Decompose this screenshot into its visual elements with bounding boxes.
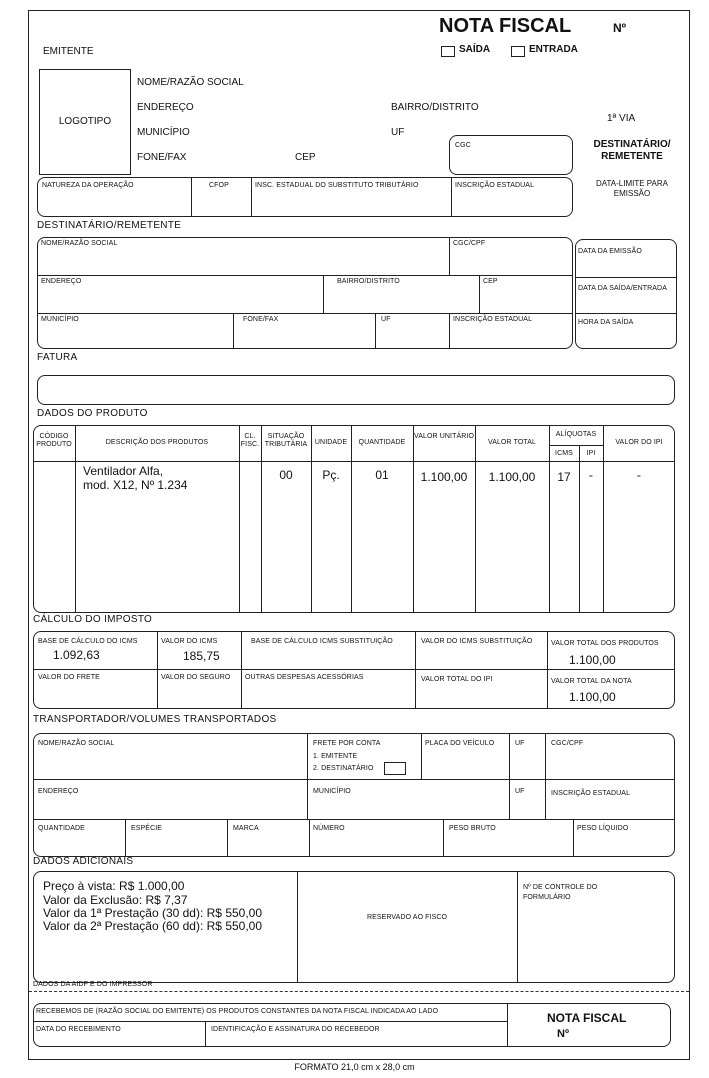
dest-cep-label: CEP	[483, 278, 498, 285]
produto-icms: 17	[557, 470, 571, 484]
especie-label: ESPÉCIE	[131, 825, 163, 832]
hora-saida-label: HORA DA SAÍDA	[578, 319, 634, 326]
numero-label: NÚMERO	[313, 825, 345, 832]
nota-fiscal-form	[28, 10, 690, 1060]
base-subst-label: BASE DE CÁLCULO ICMS SUBSTITUIÇÃO	[251, 638, 393, 645]
cfop-label: CFOP	[209, 182, 229, 189]
dest-nome-label: NOME/RAZÃO SOCIAL	[41, 240, 118, 247]
fatura-section-title: FATURA	[37, 352, 78, 363]
imposto-section-title: CÁLCULO DO IMPOSTO	[33, 614, 153, 625]
peso-bruto-label: PESO BRUTO	[449, 825, 496, 832]
frete-destinatario-label: 2. DESTINATÁRIO	[313, 765, 374, 772]
transportador-section-title: TRANSPORTADOR/VOLUMES TRANSPORTADOS	[33, 714, 277, 725]
transp-insc-label: INSCRIÇÃO ESTADUAL	[551, 790, 631, 797]
produto-descricao-line2: mod. X12, Nº 1.234	[83, 478, 188, 492]
transp-uf2-label: UF	[515, 788, 525, 795]
produto-unidade: Pç.	[322, 468, 340, 482]
dest-cgc-label: CGC/CPF	[453, 240, 486, 247]
cl-fisc-header: CL. FISC.	[240, 433, 260, 448]
emitente-label: EMITENTE	[43, 46, 94, 57]
dest-bairro-label: BAIRRO/DISTRITO	[337, 278, 400, 285]
destinatario-box	[37, 237, 573, 349]
dest-endereco-label: ENDEREÇO	[41, 278, 82, 285]
unidade-header: UNIDADE	[314, 439, 348, 446]
total-nota-value: 1.100,00	[569, 690, 616, 704]
valor-subst-label: VALOR DO ICMS SUBSTITUIÇÃO	[421, 638, 533, 645]
adicionais-line-3: Valor da 1ª Prestação (30 dd): R$ 550,00	[43, 906, 263, 920]
transp-nome-label: NOME/RAZÃO SOCIAL	[38, 740, 115, 747]
emitente-nome-label: NOME/RAZÃO SOCIAL	[137, 77, 244, 88]
dest-municipio-label: MUNICÍPIO	[41, 316, 79, 323]
total-produtos-label: VALOR TOTAL DOS PRODUTOS	[551, 640, 659, 647]
adicionais-line-4: Valor da 2ª Prestação (60 dd): R$ 550,00	[43, 919, 263, 933]
quantidade-header: QUANTIDADE	[358, 439, 406, 446]
produto-valor-ipi: -	[637, 468, 641, 482]
transp-uf-label: UF	[515, 740, 525, 747]
document-title: NOTA FISCAL	[439, 15, 572, 37]
adicionais-line-2: Valor da Exclusão: R$ 7,37	[43, 893, 188, 907]
frete-emitente-label: 1. EMITENTE	[313, 753, 358, 760]
valor-icms-label: VALOR DO ICMS	[161, 638, 218, 645]
aliquotas-header: ALÍQUOTAS	[555, 431, 597, 438]
adicionais-line-1: Preço à vista: R$ 1.000,00	[43, 879, 185, 893]
transp-municipio-label: MUNICÍPIO	[313, 788, 351, 795]
valor-total-header: VALOR TOTAL	[487, 439, 537, 446]
emitente-endereco-label: ENDEREÇO	[137, 102, 194, 113]
base-icms-label: BASE DE CÁLCULO DO ICMS	[38, 638, 138, 645]
descricao-header: DESCRIÇÃO DOS PRODUTOS	[105, 439, 209, 446]
data-saida-label: DATA DA SAÍDA/ENTRADA	[578, 285, 667, 292]
data-emissao-label: DATA DA EMISSÃO	[578, 248, 642, 255]
ipi-header: IPI	[586, 450, 596, 457]
dest-insc-label: INSCRIÇÃO ESTADUAL	[453, 316, 533, 323]
logo-box	[39, 69, 131, 175]
transp-endereco-label: ENDEREÇO	[38, 788, 79, 795]
saida-checkbox[interactable]	[441, 46, 455, 57]
insc-subst-label: INSC. ESTADUAL DO SUBSTITUTO TRIBUTÁRIO	[255, 182, 419, 189]
data-limite-label: DATA-LIMITE PARA EMISSÃO	[595, 179, 668, 199]
peso-liquido-label: PESO LÍQUIDO	[577, 825, 629, 832]
total-produtos-value: 1.100,00	[569, 653, 616, 667]
emitente-fone-label: FONE/FAX	[137, 152, 187, 163]
data-recebimento-label: DATA DO RECEBIMENTO	[36, 1026, 121, 1033]
formato-footer: FORMATO 21,0 cm x 28,0 cm	[294, 1062, 415, 1072]
fatura-box[interactable]	[37, 375, 675, 405]
codigo-header: CÓDIGO PRODUTO	[36, 433, 72, 448]
produto-quantidade: 01	[375, 468, 389, 482]
saida-label: SAÍDA	[459, 44, 491, 55]
emitente-cep-label: CEP	[295, 152, 316, 163]
placa-label: PLACA DO VEÍCULO	[425, 740, 495, 747]
canhoto-title: NOTA FISCAL	[547, 1011, 627, 1025]
frete-label: VALOR DO FRETE	[38, 674, 100, 681]
insc-estadual-label: INSCRIÇÃO ESTADUAL	[455, 182, 535, 189]
emitente-municipio-label: MUNICÍPIO	[137, 127, 190, 138]
total-nota-label: VALOR TOTAL DA NOTA	[551, 678, 632, 685]
produto-valor-unit: 1.100,00	[420, 470, 468, 484]
identificacao-label: IDENTIFICAÇÃO E ASSINATURA DO RECEBEDOR	[211, 1026, 380, 1033]
emitente-bairro-label: BAIRRO/DISTRITO	[391, 102, 479, 113]
aidf-label: DADOS DA AIDF E DO IMPRESSOR	[33, 981, 153, 988]
produto-ipi: -	[589, 468, 593, 482]
entrada-label: ENTRADA	[529, 44, 578, 55]
dest-fone-label: FONE/FAX	[243, 316, 279, 323]
logotipo-label: LOGOTIPO	[58, 116, 112, 127]
frete-checkbox[interactable]	[384, 762, 406, 775]
via-label: 1ª VIA	[607, 113, 636, 124]
valor-icms-value: 185,75	[183, 649, 220, 663]
controle-formulario-label: Nº DE CONTROLE DO FORMULÁRIO	[523, 884, 598, 901]
dest-uf-label: UF	[381, 316, 391, 323]
adicionais-section-title: DADOS ADICIONAIS	[33, 856, 134, 867]
transp-cgc-label: CGC/CPF	[551, 740, 584, 747]
valor-ipi-header: VALOR DO IPI	[615, 439, 663, 446]
destinatario-section-title: DESTINATÁRIO/REMETENTE	[37, 220, 182, 231]
cut-line	[29, 991, 689, 992]
emitente-cgc-box[interactable]	[449, 135, 573, 175]
produto-section-title: DADOS DO PRODUTO	[37, 408, 148, 419]
recebemos-label: RECEBEMOS DE (RAZÃO SOCIAL DO EMITENTE) OS PRODUTOS CONSTANTES DA NOTA FISCAL INDICADA AO LADO	[36, 1008, 439, 1015]
dest-rem-label: DESTINATÁRIO/ REMETENTE	[593, 139, 671, 162]
quantidade-label: QUANTIDADE	[38, 825, 85, 832]
produto-valor-total: 1.100,00	[488, 470, 536, 484]
emitente-cgc-label: CGC	[455, 142, 471, 149]
valor-unit-header: VALOR UNITÁRIO	[413, 433, 474, 440]
canhoto-number-label: Nº	[557, 1028, 569, 1040]
icms-header: ICMS	[555, 450, 573, 457]
document-number-label: Nº	[613, 21, 627, 35]
reservado-fisco-label: RESERVADO AO FISCO	[366, 914, 448, 921]
entrada-checkbox[interactable]	[511, 46, 525, 57]
produto-descricao-line1: Ventilador Alfa,	[83, 464, 164, 478]
outras-despesas-label: OUTRAS DESPESAS ACESSÓRIAS	[245, 674, 364, 681]
produto-situacao: 00	[279, 468, 293, 482]
emitente-uf-label: UF	[391, 127, 405, 138]
seguro-label: VALOR DO SEGURO	[161, 674, 231, 681]
situacao-header: SITUAÇÃO TRIBUTÁRIA	[264, 433, 308, 448]
frete-conta-label: FRETE POR CONTA	[313, 740, 381, 747]
base-icms-value: 1.092,63	[53, 648, 100, 662]
ipi-total-label: VALOR TOTAL DO IPI	[421, 676, 493, 683]
marca-label: MARCA	[233, 825, 259, 832]
natureza-label: NATUREZA DA OPERAÇÃO	[42, 182, 134, 189]
